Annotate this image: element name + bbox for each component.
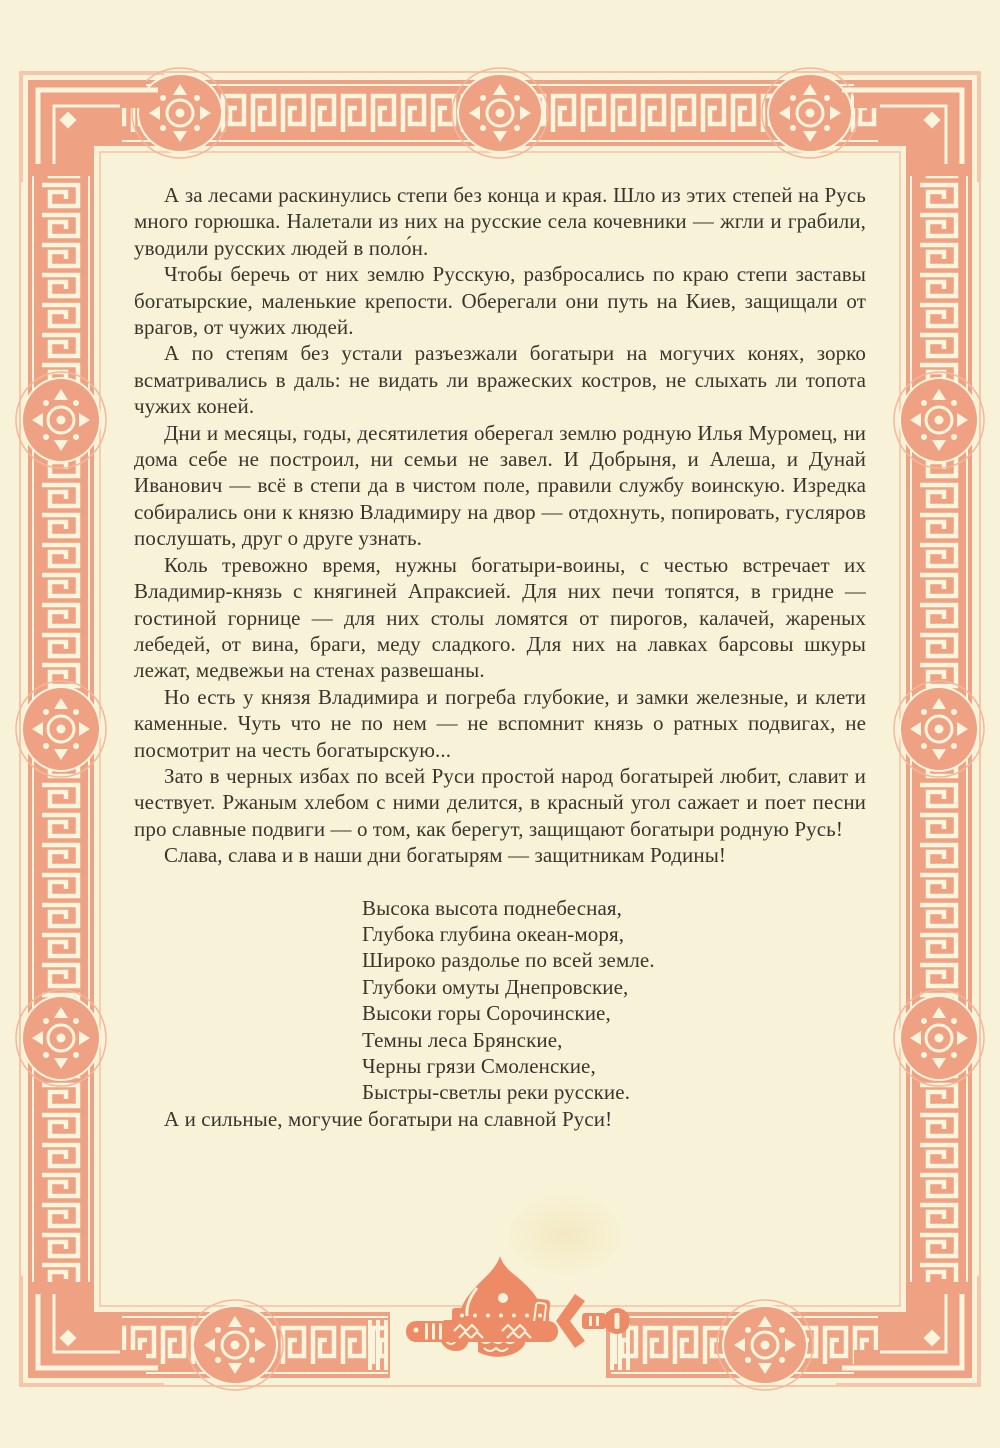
poem-line: Высоки горы Сорочинские, bbox=[362, 1001, 611, 1026]
poem-line: Черны грязи Смоленские, bbox=[362, 1054, 596, 1078]
poem bbox=[362, 895, 866, 1106]
poem-line: Высока высота поднебесная, bbox=[362, 895, 622, 920]
paragraph: Зато в черных избах по всей Руси простой народ богатырей любит, славит и чествует. Ржаным хлебом с ними делится, в красный угол сажает и поет песни про славные подвиги — о том, как берегут, защищают богатыри родную Русь! bbox=[134, 763, 866, 841]
poem-line: Быстры-светлы реки русские. bbox=[362, 1080, 631, 1105]
paragraph: А за лесами раскинулись степи без конца и края. Шло из этих степей на Русь много горюшка. Налетали из них на русские села кочевники — жгли и грабили, уводили русских людей в поло́н. bbox=[134, 183, 866, 260]
closing-line: А и сильные, могучие богатыри на славной Руси! bbox=[164, 1106, 613, 1131]
paragraph: Коль тревожно время, нужны богатыри-воины, с честью встречает их Владимир-князь с княгиней Апраксией. Для них печи топятся, в гридне — гостиной горнице — для них столы ломятся от пирогов, калачей, жареных лебедей, от вина, браги, меду сладкого. Для них на лавках барсовы шкуры лежат, медвежьи на стенах развешаны. bbox=[134, 552, 866, 683]
story-text bbox=[134, 182, 866, 1132]
poem-line: Широко раздолье по всей земле. bbox=[362, 948, 655, 973]
poem-line: Темны леса Брянские, bbox=[362, 1027, 563, 1052]
paragraph: Чтобы беречь от них землю Русскую, разбросались по краю степи заставы богатырские, маленькие крепости. Оберегали они путь на Киев, защищали от врагов, от чужих людей. bbox=[134, 262, 866, 340]
paragraph: Дни и месяцы, годы, десятилетия оберегал землю родную Илья Муромец, ни дома себе не построил, ни семьи не завел. И Добрыня, и Алеша, и Дунай Иванович — всё в степи да в чистом поле, правили службу воинскую. Изредка собирались они к князю Владимиру на двор — отдохнуть, попировать, гусляров послушать, друг о друге узнать. bbox=[134, 420, 866, 551]
poem-line: Глубоки омуты Днепровские, bbox=[362, 974, 629, 999]
paragraph: А по степям без устали разъезжали богатыри на могучих конях, зорко всматривались в даль: не видать ли вражеских костров, не слыхать ли топота чужих коней. bbox=[134, 341, 866, 419]
paragraph: Слава, слава и в наши дни богатырям — защитникам Родины! bbox=[164, 843, 727, 868]
poem-line: Глубока глубина океан-моря, bbox=[362, 921, 625, 946]
paragraph: Но есть у князя Владимира и погреба глубокие, и замки железные, и клети каменные. Чуть что не по нем — не вспомнит князь о ратных подвигах, не посмотрит на честь богатырскую... bbox=[134, 684, 866, 762]
